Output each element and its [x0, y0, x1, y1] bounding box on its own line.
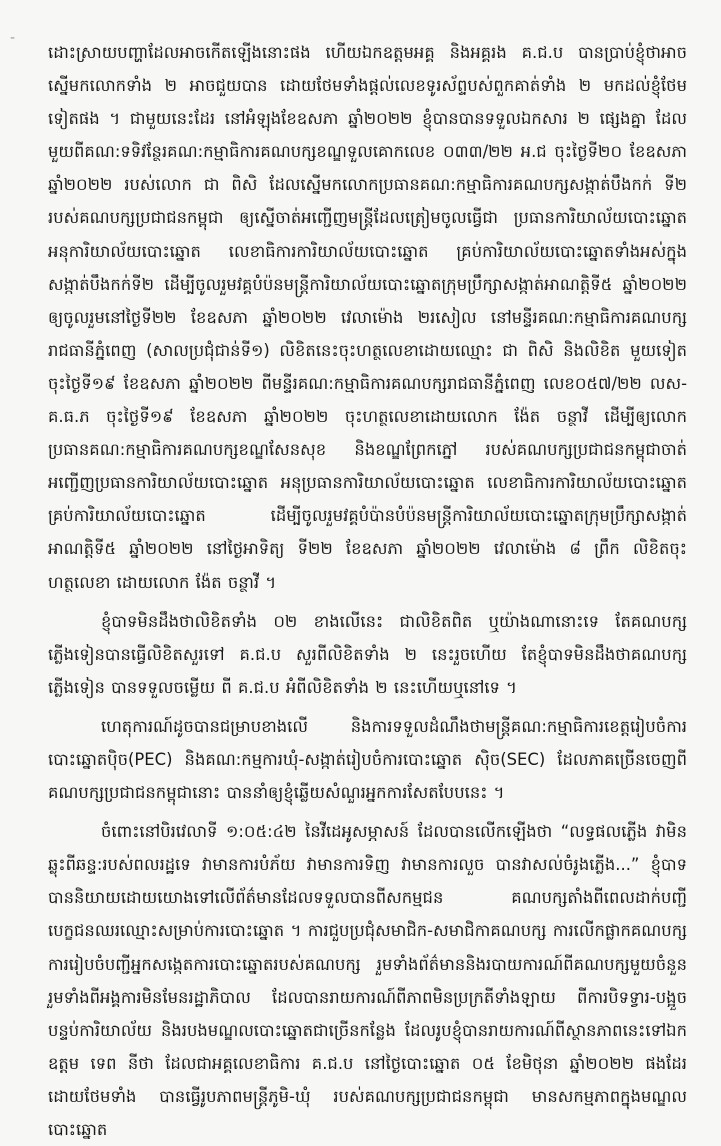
margin-mark: - — [10, 30, 16, 46]
paragraph-3: ហេតុការណ៍ដូចបានជម្រាបខាងលើ និងការទទួលដំណឹងថាមន្ត្រីគណ:កម្មាធិការខេត្តរៀបចំការបោះឆ្នោតប៉ិច(PEC) និងគណ:កម្មការឃុំ-សង្កាត់រៀបចំការបោះឆ្នោត ស៊ិច(SEC) ដែលភាគច្រើនចេញពីគណបក្សប្រជាជនកម្ពុជានោះ បាននាំឲ្យខ្ញុំឆ្លើយសំណួរអ្នកការសែតបែបនេះ ។ — [48, 716, 687, 803]
paragraph-2: ខ្ញុំបាទមិនដឹងថាលិខិតទាំង ០២ ខាងលើនេះ ជាលិខិតពិត ឬយ៉ាងណានោះទេ តែគណបក្សភ្លើងទៀនបានធ្វើលិខិតសួរទៅ គ.ជ.ប សួរពីលិខិតទាំង ២ នេះរួចហើយ តែខ្ញុំបាទមិនដឹងថាគណបក្សភ្លើងទៀន បានទទួលចម្លើយ ពី គ.ជ.ប អំពីលិខិតទាំង ២ នេះហើយឬនៅទេ ។ — [48, 611, 687, 697]
paragraph-4: ចំពោះនៅបិរវេលាទី ១:០៥:៤២ នៃវីដេអូសម្ភាសន៍ ដែលបានលើកឡើងថា “លទ្ធផលភ្លើង វាមិនឆ្លុះពីឆន្ទ:របស់ពលរដ្ឋទេ វាមានការបំភ័យ វាមានការទិញ វាមានការលួច បានវាសល់ចំរូងភ្លើង...” ខ្ញុំបាទបាននិយាយដោយយោងទៅលើព័ត៌មានដែលទទួលបានពីសកម្មជន គណបក្សតាំងពីពេលដាក់បញ្ជីបេក្ខជនឈរឈ្មោះសម្រាប់ការបោះឆ្នោត ។ ការជួបប្រជុំសមាជិក-សមាជិកាគណបក្ស ការលើកផ្លាកគណបក្សការរៀបចំបញ្ជីអ្នកសង្កេតការបោះឆ្នោតរបស់គណបក្ស រួមទាំងព័ត៌មាននិងរបាយការណ៍ពីគណបក្សមួយចំនួនរួមទាំងពីអង្គការមិនមែនរដ្ឋាភិបាល ដែលបានរាយការណ៍ពីភាពមិនប្រក្រតីទាំងឡាយ ពីការបិទទ្វារ-បង្អួច បន្ទប់ការិយាល័យ និងរបងមណ្ឌលបោះឆ្នោតជាច្រើនកន្លែង ដែលរូបខ្ញុំបានរាយការណ៍ពីស្ថានភាពនេះទៅឯកឧត្តម ទេព នីថា ដែលជាអគ្គលេខាធិការ គ.ជ.ប នៅថ្ងៃបោះឆ្នោត ០៥ ខែមិថុនា ឆ្នាំ២០២២ ផងដែរ ដោយថែមទាំង បានធ្វើរូបភាពមន្ត្រីភូមិ-ឃុំ របស់គណបក្សប្រជាជនកម្ពុជា មានសកម្មភាពក្នុងមណ្ឌលបោះឆ្នោត — [48, 822, 687, 1139]
paragraph-1: ដោះស្រាយបញ្ហាដែលអាចកើតឡើងនោះផង ហើយឯកឧត្តមអគ្គ និងអគ្គរង គ.ជ.ប បានប្រាប់ខ្ញុំថាអាចស្នើមកលោកទាំង ២ អាចជួយបាន ដោយថែមទាំងផ្ដល់លេខទូរស័ព្ទបស់ពួកគាត់ទាំង ២ មកដល់ខ្ញុំថែមទៀតផង ។ ជាមួយនេះដែរ នៅអំឡុងខែឧសភា ឆ្នាំ២០២២ ខ្ញុំបានបានទទួលឯកសារ ២ ផ្សេងគ្នា ដែលមួយពីគណ:ទទិវន្ថែរគណ:កម្មាធិការគណបក្សខណ្ឌទួលគោកលេខ ០៣៣/២២ អ.ជ ចុះថ្ងៃទី២០ ខែឧសភា ឆ្នាំ២០២២ របស់លោក ជា ពិសិ ដែលស្នើមកលោកប្រធានគណ:កម្មាធិការគណបក្សសង្កាត់បឹងកក់ ទី២ របស់គណបក្សប្រជាជនកម្ពុជា ឲ្យស្នើចាត់អញ្ជើញមន្ត្រីដែលត្រៀមចូលធ្វើជា ប្រធានការិយាល័យបោះឆ្នោត អនុការិយាល័យបោះឆ្នោត លេខាធិការការិយាល័យបោះឆ្នោត គ្រប់ការិយាល័យបោះឆ្នោតទាំងអស់ក្នុង សង្កាត់បឹងកក់ទី២ ដើម្បីចូលរួមវគ្គបំប៉នមន្ត្រីការិយាល័យបោះឆ្នោតក្រុមប្រឹក្សាសង្កាត់អាណត្តិទី៥ ឆ្នាំ២០២២ ឲ្យចូលរួមនៅថ្ងៃទី២២ ខែឧសភា ឆ្នាំ២០២២ វេលាម៉ោង ២រសៀល នៅមន្ទីរគណ:កម្មាធិការគណបក្សរាជធានីភ្នំពេញ (សាលប្រជុំជាន់ទី១) លិខិតនេះចុះហត្ថលេខាដោយឈ្មោះ ជា ពិសិ និងលិខិត មួយទៀត ចុះថ្ងៃទី១៩ ខែឧសភា ឆ្នាំ២០២២ ពីមន្ទីរគណ:កម្មាធិការគណបក្សរាជធានីភ្នំពេញ លេខ០៥៧/២២ លស-គ.ធ.ភ ចុះថ្ងៃទី១៩ ខែឧសភា ឆ្នាំ២០២២ ចុះហត្ថលេខាដោយលោក ង៉ែត ចន្ថាវី ដើម្បីឲ្យលោកប្រធានគណ:កម្មាធិការគណបក្សខណ្ឌសែនសុខ និងខណ្ឌព្រែកភ្នៅ របស់គណបក្សប្រជាជនកម្ពុជាចាត់ អញ្ជើញប្រធានការិយាល័យបោះឆ្នោត អនុប្រធានការិយាល័យបោះឆ្នោត លេខាធិការការិយាល័យបោះឆ្នោត គ្រប់ការិយាល័យបោះឆ្នោត ដើម្បីចូលរួមវគ្គបំប៉ានបំប៉នមន្ត្រីការិយាល័យបោះឆ្នោតក្រុមប្រឹក្សាសង្កាត់ អាណត្តិទី៥ ឆ្នាំ២០២២ នៅថ្ងៃអាទិត្យ ទី២២ ខែឧសភា ឆ្នាំ២០២២ វេលាម៉ោង ៨ ព្រឹក លិខិតចុះហត្ថលេខា ដោយលោក ង៉ែត ចន្ថាវី ។ — [48, 43, 687, 592]
